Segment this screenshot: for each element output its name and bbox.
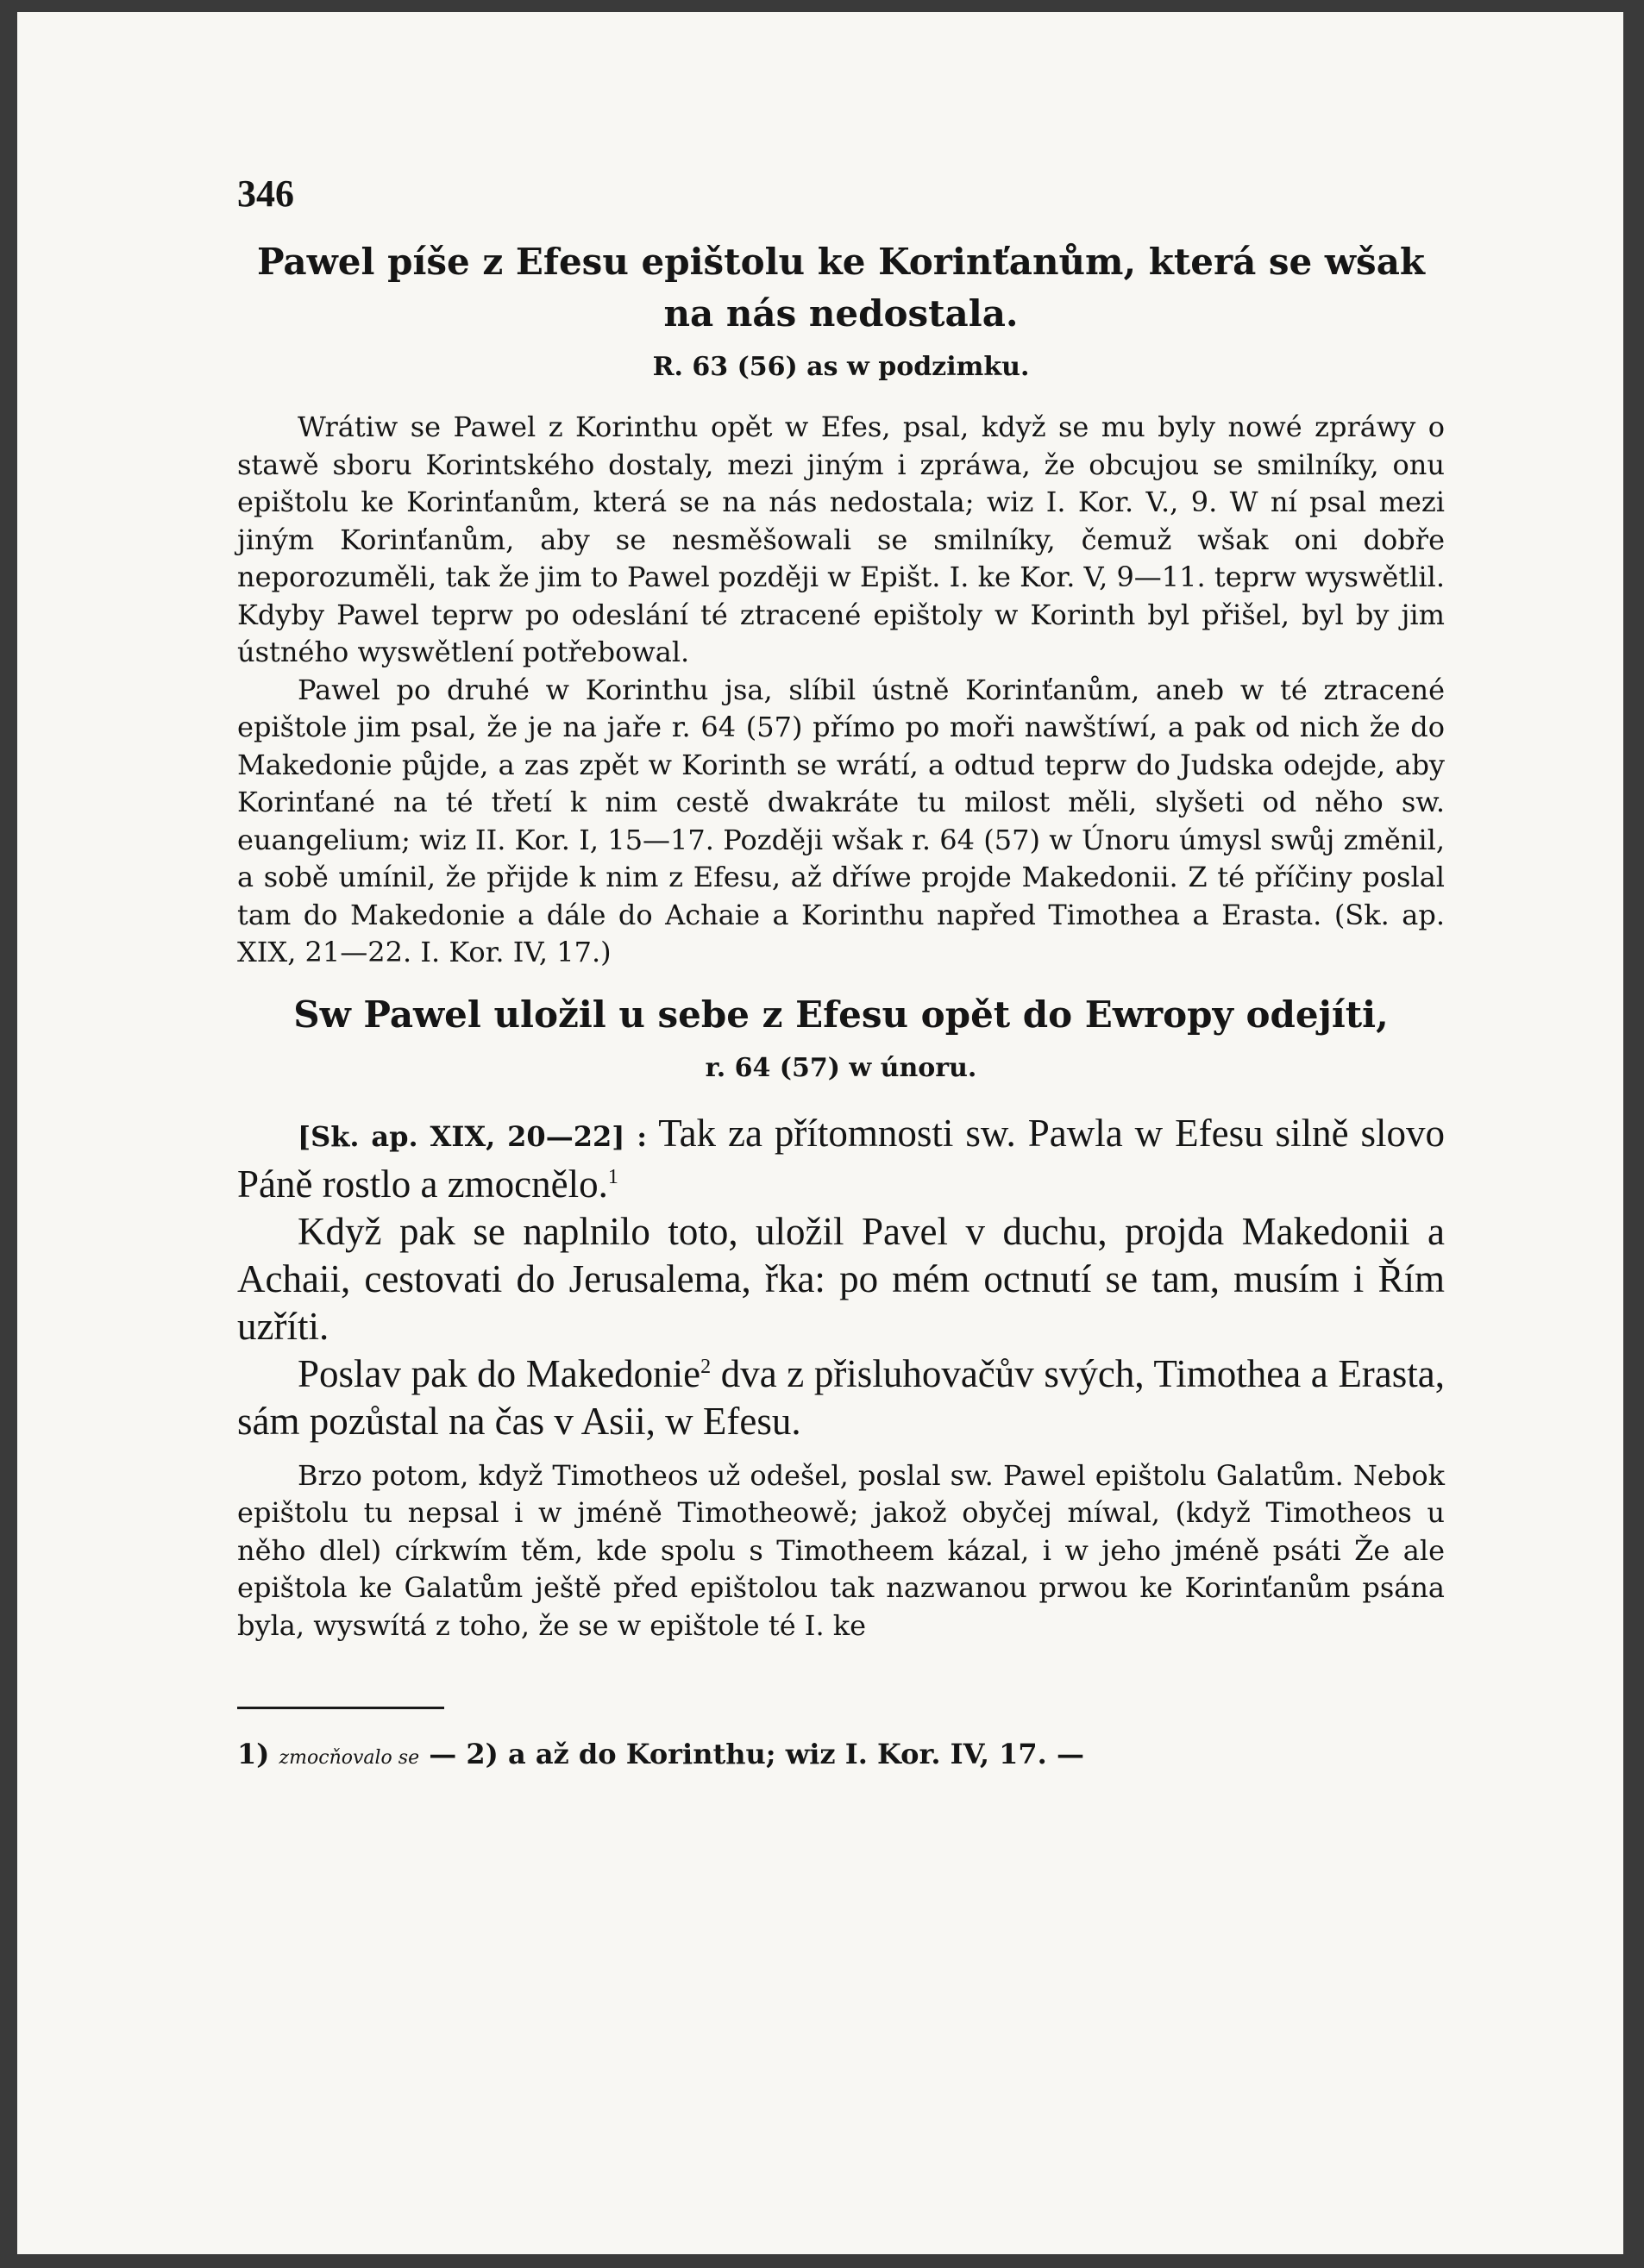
page-content — [237, 172, 1445, 1777]
footnote-text: a až do Korinthu; wiz I. Kor. IV, 17. — — [507, 1738, 1084, 1770]
scanned-page — [17, 12, 1623, 2254]
scripture-text: Tak za přítomnosti sw. Pawla w Efesu silně slovo Páně rostlo a zmocnělo. — [237, 1111, 1446, 1206]
scripture-text: Poslav pak do Makedonie — [298, 1351, 701, 1395]
footnote-marker: 2 — [700, 1355, 712, 1378]
section-date: R. 63 (56) as w podzimku. — [652, 352, 1030, 382]
footnote-marker: 1 — [607, 1165, 618, 1188]
section-date-2: r. 64 (57) w únoru. — [705, 1052, 977, 1083]
section-heading: Pawel píše z Efesu epištolu ke Korinťanům, která se wšak na nás nedostala. — [256, 241, 1426, 335]
footnote-rule — [237, 1707, 444, 1709]
footnote-separator: — — [429, 1738, 457, 1770]
page-number: 346 — [237, 172, 294, 215]
scripture-paragraph — [237, 1110, 1445, 1208]
footnote-number: 1) — [237, 1738, 270, 1770]
scripture-paragraph — [237, 1350, 1445, 1445]
scripture-reference: [Sk. ap. XIX, 20—22] : — [298, 1119, 648, 1153]
footnote-number: 2) — [466, 1738, 499, 1770]
paragraph: Pawel po druhé w Korinthu jsa, slíbil ústně Korinťanům, aneb w té ztracené epištole jim psal, že je na jaře r. 64 (57) přímo po moři nawštíwí, a pak od nich že do Makedonie půjde, a zas zpět w Korinth se wrátí, a odtud teprw do Judska odejde, aby Korinťané na té třetí k nim cestě dwakráte tu milost měli, slyšeti od něho sw. euangelium; wiz II. Kor. I, 15—17. Později wšak r. 64 (57) w Únoru úmysl swůj změnil, a sobě umínil, že přijde k nim z Efesu, až dříwe projde Makedonii. Z té příčiny poslal tam do Makedonie a dále do Achaie a Korinthu napřed Timothea a Erasta. (Sk. ap. XIX, 21—22. I. Kor. IV, 17.) — [237, 673, 1445, 968]
section-heading-2: Sw Pawel uložil u sebe z Efesu opět do Ewropy odejíti, — [293, 993, 1389, 1036]
footnotes — [237, 1735, 1445, 1777]
footnote-text: zmocňovalo se — [279, 1747, 420, 1769]
scripture-text: dva z přisluhovačův svých, Timothea a Erasta, sám pozůstal na čas v Asii, w Efesu. — [237, 1351, 1446, 1443]
paragraph: Brzo potom, když Timotheos už odešel, poslal sw. Pawel epištolu Galatům. Nebok epištolu tu nepsal i w jméně Timotheowě; jakož obyčej míwal, (když Timotheos u něho dlel) církwím těm, kde spolu s Timotheem kázal, i w jeho jméně psáti Že ale epištola ke Galatům ještě před epištolou tak nazwanou prwou ke Korinťanům psána byla, wyswítá z toho, že se w epištole té I. ke — [237, 1458, 1445, 1642]
paragraph: Wrátiw se Pawel z Korinthu opět w Efes, psal, když se mu byly nowé zpráwy o stawě sboru Korintského dostaly, mezi jiným i zpráwa, že obcujou se smilníky, onu epištolu ke Korinťanům, která se na nás nedostala; wiz I. Kor. V., 9. W ní psal mezi jiným Korinťanům, aby se nesměšowali se smilníky, čemuž wšak oni dobře neporozuměli, tak že jim to Pawel později w Epišt. I. ke Kor. V, 9—11. teprw wyswětlil. Kdyby Pawel teprw po odeslání té ztracené epištoly w Korinth byl přišel, byl by jim ústného wyswětlení potřebowal. — [237, 410, 1445, 668]
scripture-paragraph: Když pak se naplnilo toto, uložil Pavel v duchu, projda Makedonii a Achaii, cestovati do Jerusalema, řka: po mém octnutí se tam, musím i Řím uzříti. — [237, 1209, 1445, 1348]
